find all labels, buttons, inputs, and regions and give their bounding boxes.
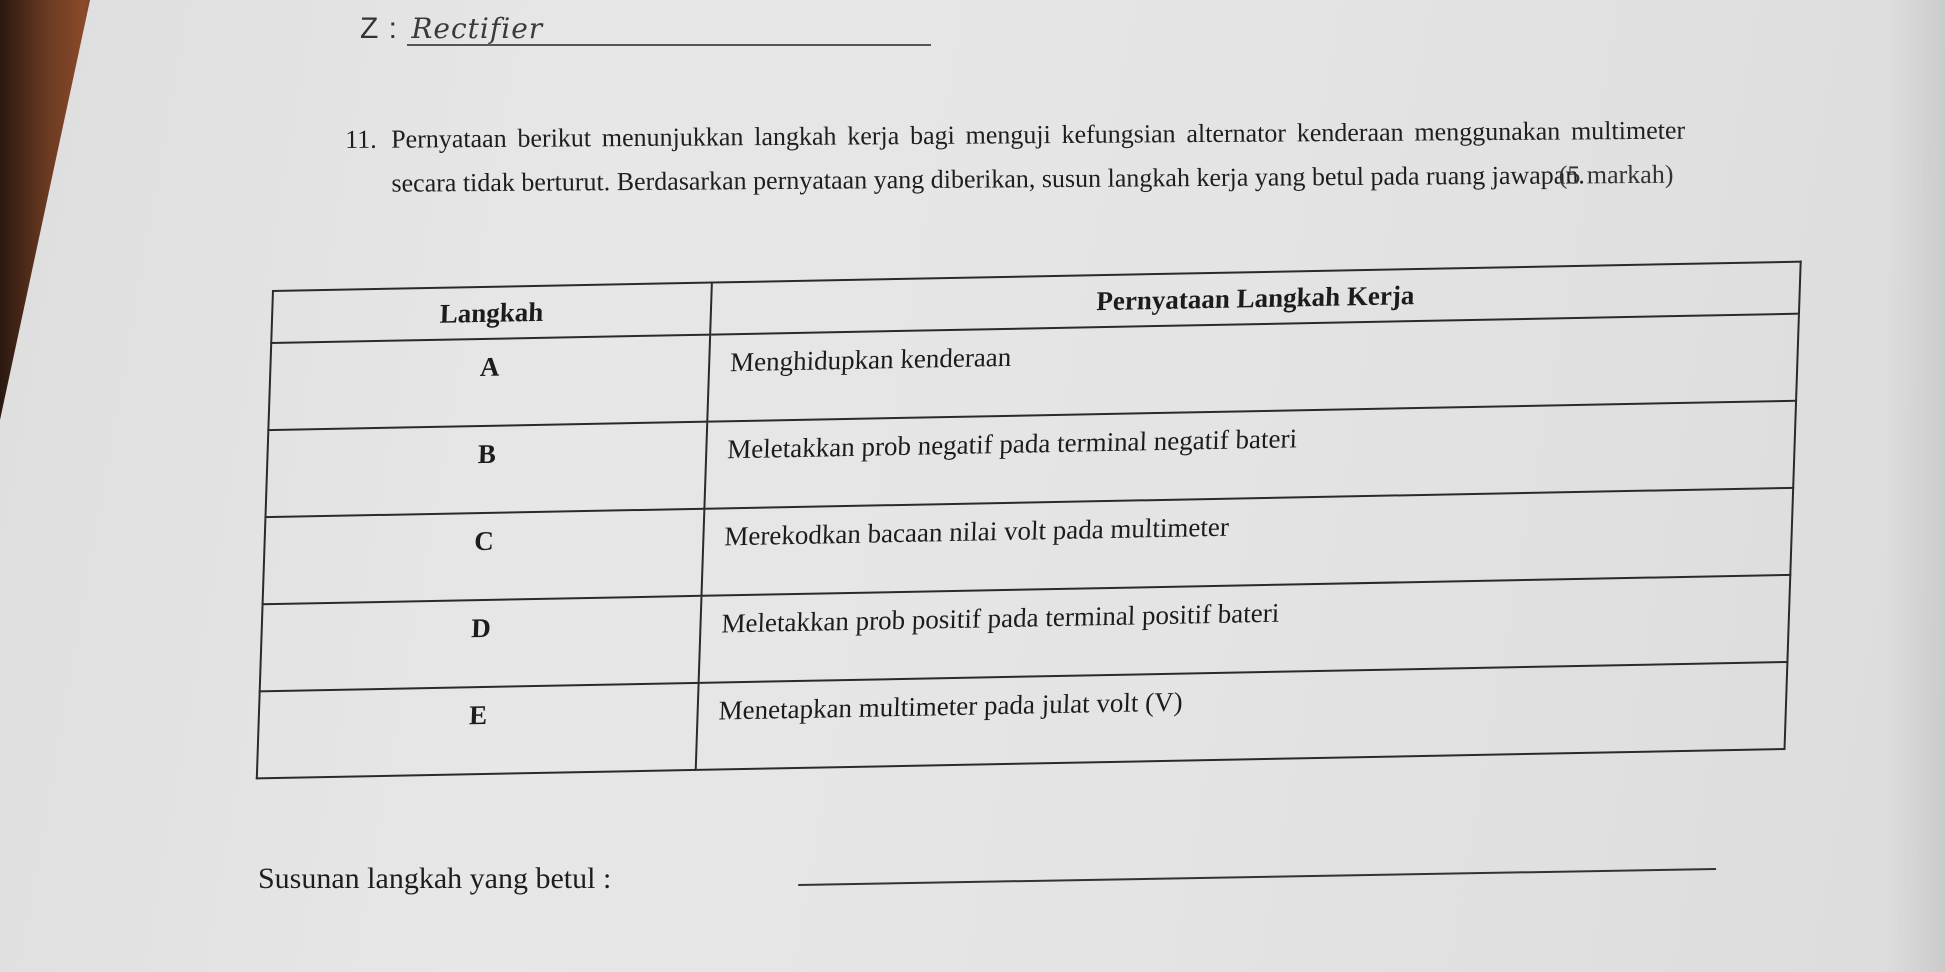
step-statement: Menghidupkan kenderaan [707,314,1799,422]
step-letter: D [260,596,702,691]
steps-table [256,261,1802,780]
steps-table-wrapper [256,261,1802,780]
question-number: 11. [345,124,377,154]
previous-answer [360,12,960,46]
question-marks: (5 markah) [1558,159,1674,190]
step-letter: E [257,683,699,778]
step-statement: Meletakkan prob negatif pada terminal negatif bateri [704,401,1796,509]
step-statement: Menetapkan multimeter pada julat volt (V) [696,662,1788,770]
paper-shadow [1885,0,1945,972]
answer-label: Susunan langkah yang betul : [258,862,612,895]
step-letter: A [268,335,710,430]
step-letter: B [265,422,707,517]
header-langkah: Langkah [271,283,712,343]
step-statement: Merekodkan bacaan nilai volt pada multimeter [701,488,1793,596]
question-text [391,109,1686,206]
previous-answer-prefix: Z : [360,12,398,45]
handwritten-answer: Rectifier [407,14,931,46]
step-letter: C [263,509,705,604]
step-statement: Meletakkan prob positif pada terminal positif bateri [699,575,1791,683]
question-11 [345,109,1686,206]
answer-section [258,862,611,896]
header-pernyataan: Pernyataan Langkah Kerja [710,262,1801,335]
question-body: Pernyataan berikut menunjukkan langkah kerja bagi menguji kefungsian alternator kenderaan menggunakan multimeter secara tidak berturut. Berdasarkan pernyataan yang diberikan, susun langkah kerja yang betul pada ruang jawapan. [391,115,1686,198]
